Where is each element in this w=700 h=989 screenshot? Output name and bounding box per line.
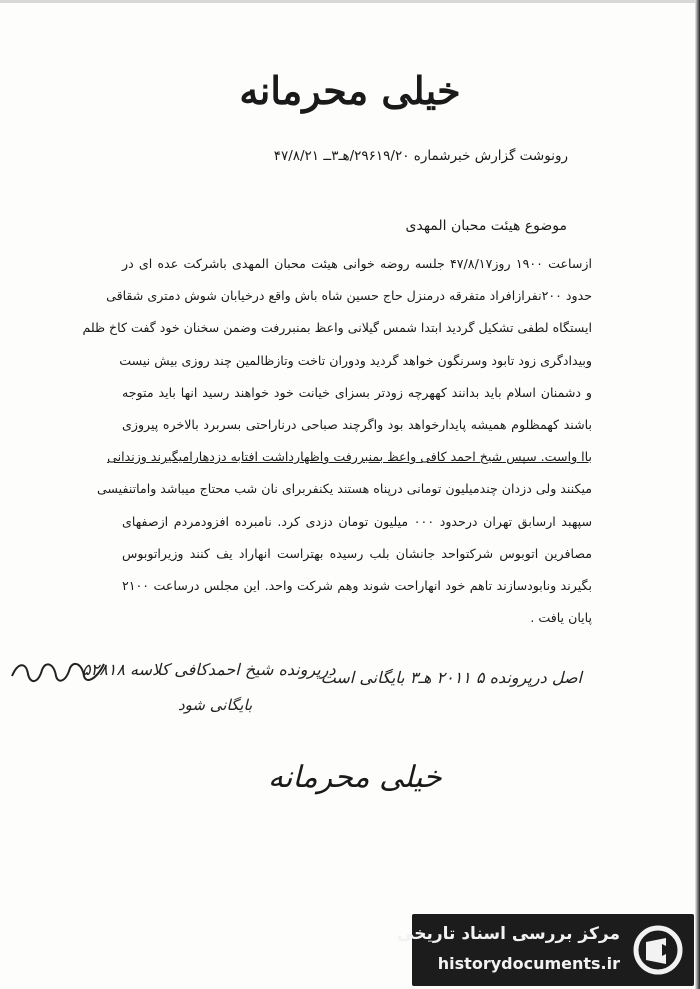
handwritten-classification: خیلی محرمانه — [268, 760, 442, 795]
document-title: خیلی محرمانه — [239, 68, 461, 113]
body-line: وبیدادگری زود تابود وسرنگون خواهد گردید ودوران تاخت وتازظالمین چند روزی بیش نیست — [119, 352, 592, 368]
body-line: میکنند ولی دزدان چندمیلیون تومانی درپناه هستند یکنفربرای نان شب محتاج میباشد واماتنفیسی — [96, 481, 592, 497]
body-line: ازساعت ۱۹۰۰ روز۴۷/۸/۱۷ جلسه روضه خوانی هیئت محبان المهدی باشرکت عده ای در — [122, 256, 593, 271]
body-line: مصافرین اتوبوس شرکتواحد جانشان بلب رسیده بهتراست انهاراد یف کنند وزیراتوبوس — [122, 545, 592, 561]
archive-emblem-icon — [632, 924, 684, 976]
body-line: باشند کهمظلوم همیشه پایدارخواهد بود واگرچند صباحی درناراحتی بسربرد بالاخره پیروزی — [122, 416, 592, 432]
watermark-logo — [397, 914, 694, 986]
body-line: سپهبد ارسابق تهران درحدود ۰۰۰ میلیون تومان دزدی کرد. نامبرده افزودمردم ازصفهای — [122, 513, 593, 529]
report-reference: رونوشت گزارش خبرشماره ۲۹۶۱۹/۲۰/هـ۳ــ ۴۷/۸/۲۱ — [273, 148, 568, 164]
watermark-name: مرکز بررسی اسناد تاریخی — [397, 924, 620, 944]
report-body — [82, 248, 593, 634]
handwritten-note-right: اصل درپرونده ۵ ۲۰۱۱ هـ۳ بایگانی است — [320, 668, 582, 687]
scan-edge-top — [0, 0, 700, 3]
body-line: ایستگاه لطفی تشکیل گردید ابتدا شمس گیلانی واعظ بمنبررفت وضمن سخنان خود گفت کاخ ظلم — [82, 320, 592, 336]
body-line: باا واست. سپس شیخ احمد کافی واعظ بمنبررفت واظهارداشت افتابه دزدهارامیگیرند وزندانی — [107, 449, 592, 465]
handwritten-note-left: درپرونده شیخ احمدکافی کلاسه ۵۲۸۱۸ — [82, 660, 336, 679]
report-subject: موضوع هیئت محبان المهدی — [405, 218, 567, 234]
body-line: بگیرند ونابودسازند تاهم خود انهاراحت شوند وهم شرکت واحد. این مجلس درساعت ۲۱۰۰ — [122, 577, 592, 593]
handwritten-note-left-second: بایگانی شود — [178, 696, 253, 714]
body-line: حدود ۲۰۰نفرازافراد متفرقه درمنزل حاج حسین شاه باش واقع درخیابان شوش دمتری شقاقی — [106, 288, 592, 304]
watermark-url: historydocuments.ir — [437, 954, 620, 973]
scan-edge-right — [695, 0, 700, 989]
body-line: و دشمنان اسلام باید بدانند کههرچه زودتر بسزای خیانت خود خواهند رسید انها باید متوجه — [122, 384, 592, 400]
body-line: پایان یافت . — [530, 610, 592, 626]
